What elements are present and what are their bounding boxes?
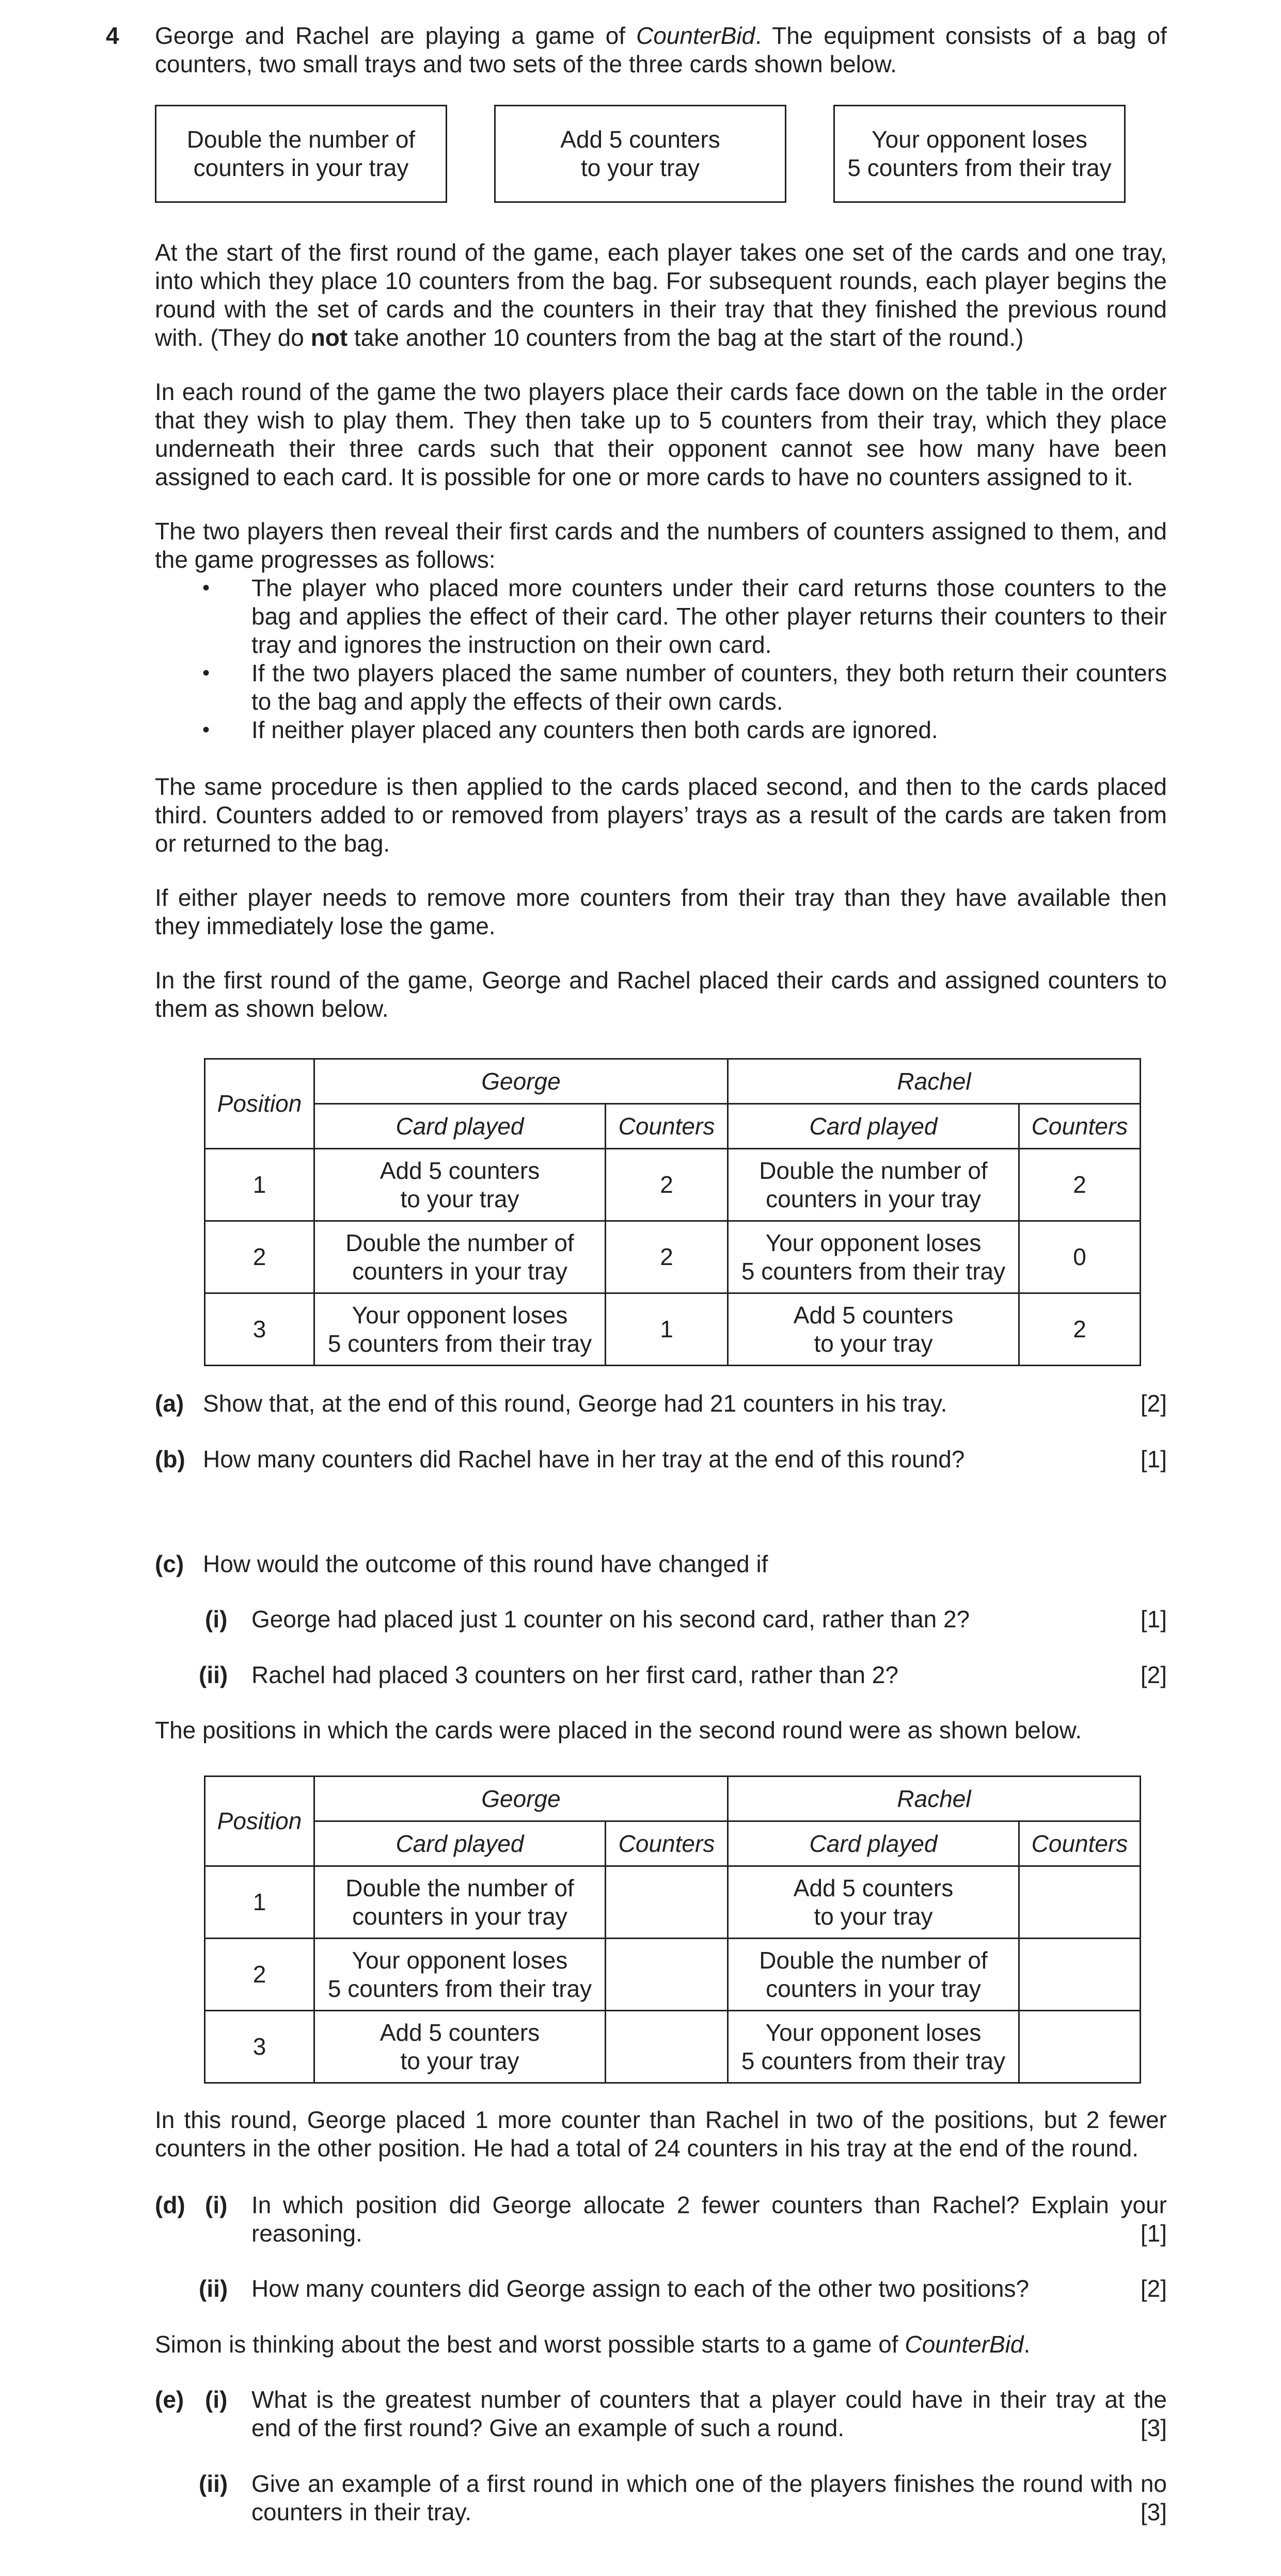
counters-cell (1019, 1866, 1141, 1939)
position-cell: 3 (205, 1293, 314, 1366)
card-line: Double the number of (759, 1946, 988, 1974)
table-row (205, 2011, 1141, 2083)
card-line: 5 counters from their tray (741, 1257, 1006, 1285)
marks-c-i: [1] (1140, 1606, 1167, 1633)
card-cell (314, 1149, 606, 1221)
counters-header: Counters (1019, 1821, 1141, 1866)
marks-c-ii: [2] (1140, 1661, 1167, 1688)
intro-text-after: . The equipment consists of a bag of counters, two small trays and two sets of the three cards shown below. (155, 22, 1167, 77)
question-label-e: (e) (155, 2386, 184, 2413)
card-cell (728, 1939, 1019, 2011)
question-label-d-ii: (ii) (199, 2275, 228, 2302)
counters-cell: 0 (1019, 1221, 1141, 1293)
card-played-header: Card played (314, 1821, 606, 1866)
text-run: take another 10 counters from the bag at the start of the round.) (347, 324, 1024, 351)
card-line: Your opponent loses (352, 1301, 568, 1329)
paragraph-this-round: In this round, George placed 1 more counter than Rachel in two of the positions, but 2 fewer counters in the other position. He had a total of 24 counters in his tray at the end of the round. (155, 2106, 1167, 2162)
card-line: counters in your tray (352, 1902, 567, 1930)
question-c-text: How would the outcome of this round have changed if (203, 1550, 768, 1577)
first-round-table (204, 1058, 1141, 1366)
counters-cell: 2 (1019, 1293, 1141, 1366)
card-line: Your opponent loses (765, 2019, 982, 2046)
george-header: George (314, 1059, 728, 1104)
card-line: 5 counters from their tray (327, 1975, 592, 2002)
george-header: George (314, 1777, 728, 1821)
table-row (205, 1939, 1141, 2011)
question-label-d-i: (i) (205, 2191, 228, 2218)
card-cell (728, 1866, 1019, 1939)
marks-d-ii: [2] (1140, 2275, 1167, 2302)
card-line: Add 5 counters (379, 2019, 540, 2046)
card-line: Your opponent loses (765, 1229, 982, 1256)
bullet-point: • (202, 718, 210, 741)
card-line: to your tray (400, 1185, 519, 1212)
card-cell (314, 2011, 606, 2083)
paragraph-each-round: In each round of the game the two players place their cards face down on the table in the order that they wish to play them. They then take up to 5 counters from their tray, which they place underneath their three cards such that their opponent cannot see how many have been assigned to each card. It is possible for one or more cards to have no counters assigned to it. (155, 378, 1167, 490)
question-label-d: (d) (155, 2191, 185, 2218)
counters-header: Counters (1019, 1104, 1141, 1149)
card-played-header: Card played (728, 1821, 1019, 1866)
text-run: Simon is thinking about the best and worst possible starts to a game of (155, 2331, 905, 2358)
card-cell (314, 1939, 606, 2011)
text-run: . (1023, 2331, 1031, 2358)
card-line: Add 5 counters (793, 1874, 954, 1901)
text-run: At the start of the first round of the game, each player takes one set of the cards and one tray, into which they place 10 counters from the bag. For subsequent rounds, each player begins the round with the set of cards and the counters in their tray that they finished the previous round with. (They do (155, 239, 1167, 351)
paragraph-simon (155, 2330, 1167, 2359)
card-played-header: Card played (728, 1104, 1019, 1149)
card-line: to your tray (400, 2047, 519, 2074)
marks-e-ii: [3] (1140, 2499, 1167, 2525)
card-line: Double the number of (345, 1229, 574, 1256)
card-line: Double the number of (345, 1874, 574, 1901)
card-line: to your tray (814, 1330, 933, 1357)
table-row (205, 1293, 1141, 1366)
paragraph-second-round: The positions in which the cards were placed in the second round were as shown below. (155, 1717, 1082, 1743)
card-line: Add 5 counters (560, 126, 720, 153)
bullet-text: If neither player placed any counters then both cards are ignored. (251, 716, 938, 743)
counters-cell (1019, 1939, 1141, 2011)
marks-e-i: [3] (1140, 2414, 1167, 2441)
question-label-b: (b) (155, 1446, 185, 1473)
card-line: 5 counters from their tray (741, 2047, 1006, 2074)
card-line: Your opponent loses (872, 126, 1087, 153)
paragraph-start-of-game (155, 238, 1167, 352)
question-label-c: (c) (155, 1550, 184, 1577)
position-header: Position (205, 1059, 314, 1149)
question-e-ii-text: Give an example of a first round in which one of the players finishes the round with no counters in their tray. (251, 2470, 1167, 2525)
card-line: Double the number of (186, 126, 416, 153)
card-cell (728, 1293, 1019, 1366)
second-round-table (204, 1775, 1141, 2084)
rachel-header: Rachel (728, 1777, 1141, 1821)
position-cell: 1 (205, 1866, 314, 1939)
card-line: Your opponent loses (352, 1946, 568, 1974)
counters-cell (606, 1866, 728, 1939)
question-a-text: Show that, at the end of this round, George had 21 counters in his tray. (203, 1390, 947, 1417)
question-c-ii-text: Rachel had placed 3 counters on her first card, rather than 2? (251, 1661, 898, 1688)
card-line: counters in your tray (193, 154, 409, 181)
question-label-c-ii: (ii) (199, 1661, 228, 1688)
game-name: CounterBid (905, 2331, 1024, 2358)
question-label-c-i: (i) (205, 1606, 228, 1633)
card-played-header: Card played (314, 1104, 606, 1149)
card-opponent-loses (833, 105, 1126, 203)
card-line: to your tray (814, 1902, 933, 1930)
paragraph-first-round: In the first round of the game, George and Rachel placed their cards and assigned counters to them as shown below. (155, 967, 1167, 1022)
counters-cell: 1 (606, 1293, 728, 1366)
intro-paragraph (155, 22, 1167, 78)
counters-cell: 2 (606, 1149, 728, 1221)
question-c-i-text: George had placed just 1 counter on his second card, rather than 2? (251, 1606, 970, 1633)
question-label-e-ii: (ii) (199, 2470, 228, 2497)
card-line: counters in your tray (766, 1185, 981, 1212)
paragraph-same-procedure: The same procedure is then applied to the cards placed second, and then to the cards placed third. Counters added to or removed from players’ trays as a result of the cards are taken from or returned to the bag. (155, 773, 1167, 857)
bold-not: not (310, 324, 348, 351)
question-label-e-i: (i) (205, 2386, 228, 2413)
question-e-i-text: What is the greatest number of counters that a player could have in their tray at the end of the first round? Give an example of such a round. (251, 2386, 1167, 2441)
counters-header: Counters (606, 1104, 728, 1149)
card-cell (314, 1293, 606, 1366)
position-cell: 2 (205, 1221, 314, 1293)
card-line: Add 5 counters (793, 1301, 954, 1329)
counters-cell: 2 (1019, 1149, 1141, 1221)
card-line: Add 5 counters (379, 1157, 540, 1184)
counters-cell: 2 (606, 1221, 728, 1293)
card-cell (728, 1149, 1019, 1221)
card-line: 5 counters from their tray (327, 1330, 592, 1357)
card-line: to your tray (580, 154, 700, 181)
paragraph-lose-game: If either player needs to remove more counters from their tray than they have available then they immediately lose the game. (155, 884, 1167, 939)
card-cell (728, 1221, 1019, 1293)
table-row (205, 1149, 1141, 1221)
table-row (205, 1221, 1141, 1293)
bullet-point: • (202, 577, 210, 599)
question-number: 4 (106, 22, 119, 49)
card-line: counters in your tray (352, 1257, 567, 1285)
bullet-point: • (202, 662, 210, 684)
marks-d-i: [1] (1140, 2220, 1167, 2247)
card-cell (314, 1866, 606, 1939)
position-header: Position (205, 1777, 314, 1866)
counters-cell (1019, 2011, 1141, 2083)
bullet-text: If the two players placed the same number of counters, they both return their counters to the bag and apply the effects of their own cards. (251, 660, 1167, 715)
bullet-text: The player who placed more counters under their card returns those counters to the bag and applies the effect of their card. The other player returns their counters to their tray and ignores the instruction on their own card. (251, 574, 1167, 658)
card-line: counters in your tray (766, 1975, 981, 2002)
position-cell: 2 (205, 1939, 314, 2011)
marks-b: [1] (1140, 1446, 1167, 1473)
card-line: Double the number of (759, 1157, 988, 1184)
question-d-ii-text: How many counters did George assign to each of the other two positions? (251, 2275, 1030, 2302)
question-label-a: (a) (155, 1390, 184, 1417)
card-cell (728, 2011, 1019, 2083)
game-name: CounterBid (636, 22, 755, 49)
rachel-header: Rachel (728, 1059, 1141, 1104)
intro-text-before: George and Rachel are playing a game of (155, 22, 637, 49)
counters-header: Counters (606, 1821, 728, 1866)
counters-cell (606, 1939, 728, 2011)
table-row (205, 1866, 1141, 1939)
question-b-text: How many counters did Rachel have in her tray at the end of this round? (203, 1446, 965, 1473)
marks-a: [2] (1140, 1390, 1167, 1417)
card-add-five (494, 105, 786, 203)
question-d-i-text: In which position did George allocate 2 fewer counters than Rachel? Explain your reasoning. (251, 2191, 1167, 2247)
counters-cell (606, 2011, 728, 2083)
paragraph-reveal: The two players then reveal their first cards and the numbers of counters assigned to them, and the game progresses as follows: (155, 518, 1167, 573)
card-cell (314, 1221, 606, 1293)
position-cell: 3 (205, 2011, 314, 2083)
card-double (155, 105, 447, 203)
card-line: 5 counters from their tray (847, 154, 1112, 181)
position-cell: 1 (205, 1149, 314, 1221)
